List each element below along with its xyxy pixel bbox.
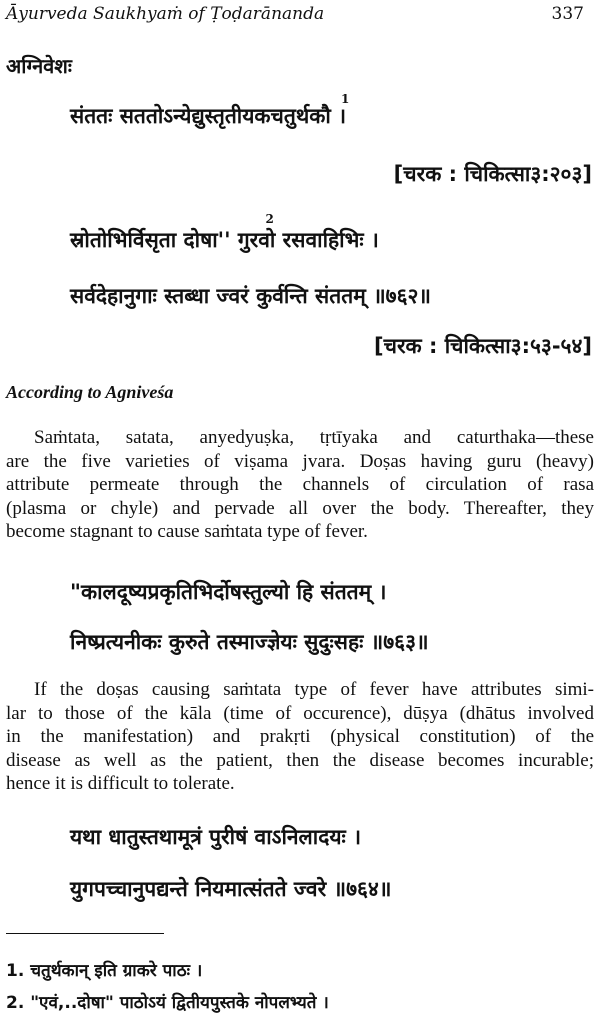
- section-heading-sanskrit: अग्निवेशः: [6, 54, 72, 78]
- section-heading-english: According to Agniveśa: [6, 382, 174, 402]
- footnote: 2. "एवं,..दोषा" पाठोऽयं द्वितीयपुस्तके नोपलभ्यते ।: [6, 993, 329, 1013]
- footnote: 1. चतुर्थकान् इति ग्राकरे पाठः ।: [6, 961, 203, 981]
- paragraph: [6, 426, 594, 544]
- verse-line: [70, 226, 379, 254]
- verse-reference: [चरक : चिकित्सा३:२०३]: [393, 162, 592, 186]
- paragraph-line: (plasma or chyle) and pervade all over the body. Thereafter, they: [6, 497, 594, 519]
- paragraph-line: lar to those of the kāla (time of occurence), dūṣya (dhātus involved: [6, 702, 594, 724]
- verse-line: "कालदूष्यप्रकृतिभिर्दोषस्तुल्यो हि संततम् ।: [70, 580, 387, 604]
- paragraph-line: become stagnant to cause saṁtata type of fever.: [6, 521, 368, 542]
- verse-text: '' गुरवो रसवाहिभिः ।: [217, 228, 379, 252]
- verse-line: निष्प्रत्यनीकः कुरुते तस्माज्ज्ञेयः सुदुःसहः ॥७६३॥: [70, 630, 429, 654]
- running-title: Āyurveda Saukhyaṁ of Ṭoḍarānanda: [6, 4, 325, 24]
- verse-line: [70, 102, 346, 130]
- verse-line: यथा धातुस्तथामूत्रं पुरीषं वाऽनिलादयः ।: [70, 825, 362, 849]
- page-number: 337: [551, 4, 584, 24]
- footnote-marker: 1: [341, 92, 350, 106]
- verse-line: युगपच्चानुपद्यन्ते नियमात्संतते ज्वरे ॥७६४॥: [70, 877, 392, 901]
- verse-text: स्रोतोभिर्विसृता दोषा: [70, 228, 218, 252]
- paragraph-line: Saṁtata, satata, anyedyuṣka, tṛtīyaka and caturthaka—these: [34, 427, 594, 448]
- paragraph-line: disease as well as the patient, then the disease becomes incurable;: [6, 749, 594, 771]
- footnote-marker: 2: [265, 212, 274, 226]
- paragraph-line: in the manifestation) and prakṛti (physical constitution) of the: [6, 726, 594, 747]
- paragraph: [6, 678, 594, 796]
- verse-text: संततः सततोऽन्येद्युस्तृतीयकचतुर्थकौ ।: [70, 104, 347, 128]
- paragraph-line: hence it is difficult to tolerate.: [6, 773, 235, 794]
- paragraph-line: are the five varieties of viṣama jvara. Doṣas having guru (heavy): [6, 450, 594, 472]
- verse-line: सर्वदेहानुगाः स्तब्धा ज्वरं कुर्वन्ति संततम् ॥७६२॥: [70, 284, 431, 308]
- paragraph-line: attribute permeate through the channels of circulation of rasa: [6, 474, 594, 495]
- paragraph-line: If the doṣas causing saṁtata type of fever have attributes simi-: [34, 679, 594, 700]
- footnote-divider: [6, 933, 164, 934]
- verse-reference: [चरक : चिकित्सा३:५३-५४]: [374, 334, 592, 358]
